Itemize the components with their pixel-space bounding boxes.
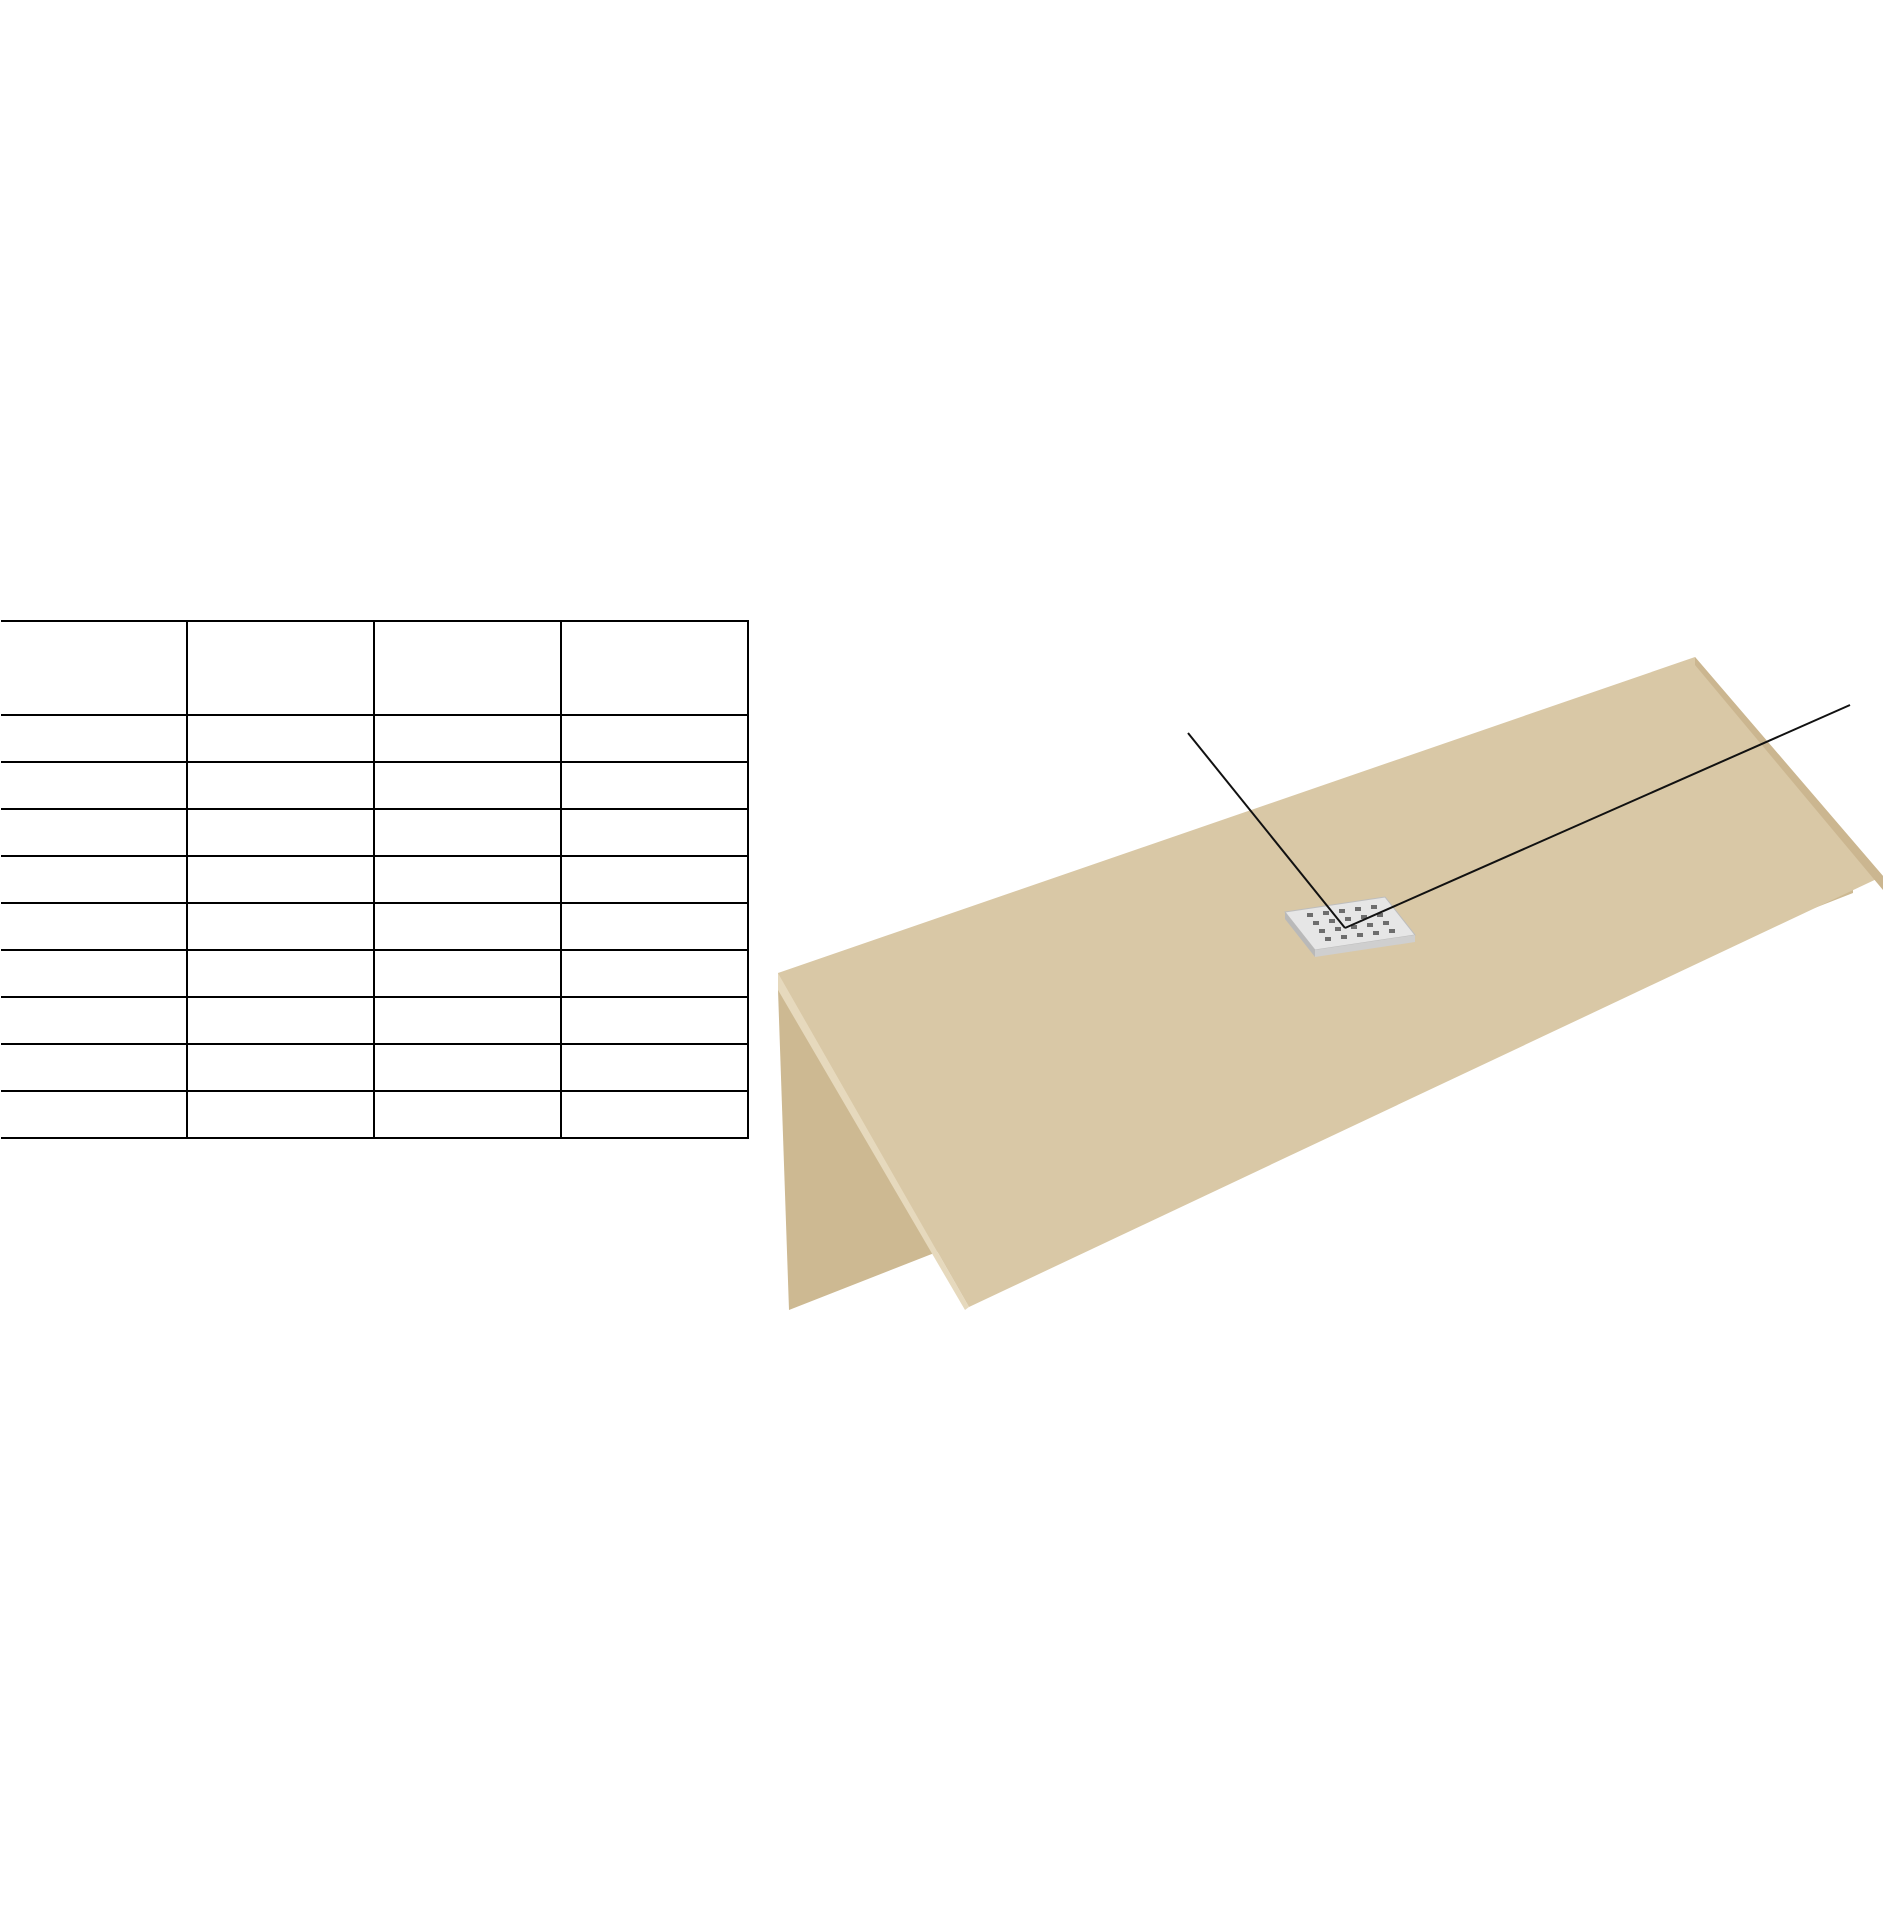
tray-top-surface [778,657,1883,1307]
shower-tray [778,657,1883,1310]
